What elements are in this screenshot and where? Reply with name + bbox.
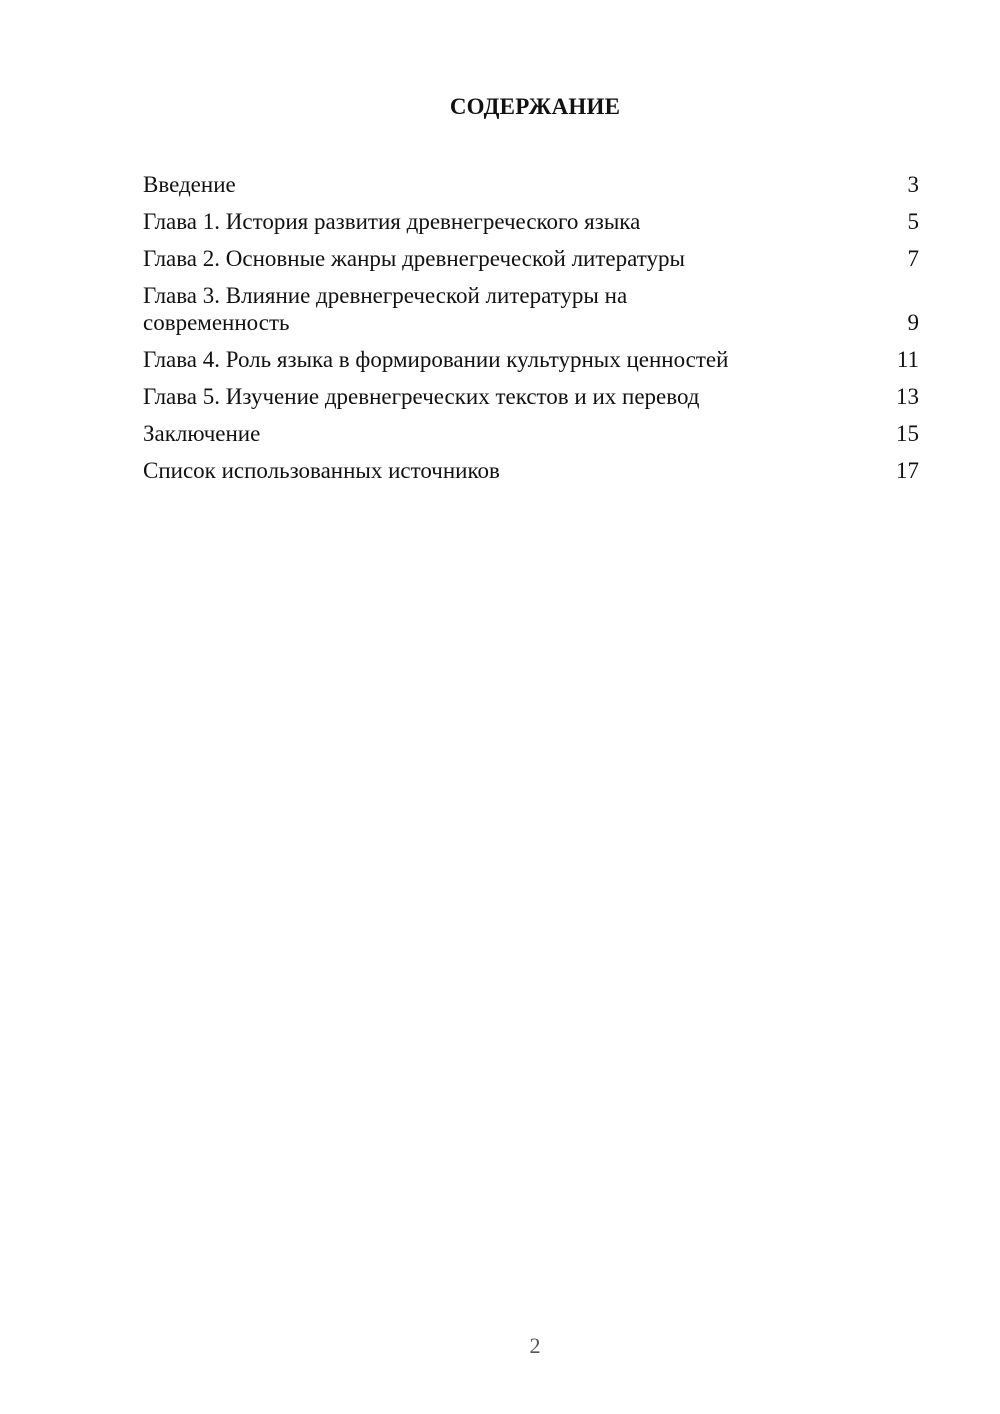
toc-entry-title: Заключение — [143, 421, 261, 446]
toc-entry-title: Введение — [143, 172, 236, 197]
toc-entry-page: 11 — [896, 347, 919, 372]
toc-entry — [143, 208, 919, 235]
toc-entry-page: 5 — [907, 209, 919, 234]
toc-entry-page: 17 — [896, 458, 919, 483]
toc-entry-page: 7 — [907, 246, 919, 271]
table-of-contents — [143, 171, 919, 494]
toc-entry-page: 13 — [896, 384, 919, 409]
toc-entry-title: Глава 2. Основные жанры древнегреческой литературы — [143, 246, 685, 271]
toc-entry-title: Глава 5. Изучение древнегреческих текстов и их перевод — [143, 384, 700, 409]
toc-entry — [143, 245, 919, 272]
toc-entry-title: Глава 1. История развития древнегреческого языка — [143, 209, 641, 234]
toc-entry-title: Глава 3. Влияние древнегреческой литературы на современность — [143, 283, 628, 335]
toc-entry — [143, 282, 919, 336]
toc-entry-page: 15 — [896, 421, 919, 446]
toc-entry — [143, 346, 919, 373]
toc-entry-page: 9 — [907, 310, 919, 335]
page-number: 2 — [529, 1333, 541, 1358]
page-title: СОДЕРЖАНИЕ — [449, 94, 621, 119]
toc-entry-title: Список использованных источников — [143, 458, 500, 483]
toc-entry — [143, 457, 919, 484]
toc-entry — [143, 171, 919, 198]
toc-entry — [143, 383, 919, 410]
toc-entry — [143, 420, 919, 447]
toc-entry-page: 3 — [907, 172, 919, 197]
toc-entry-title: Глава 4. Роль языка в формировании культурных ценностей — [143, 347, 729, 372]
